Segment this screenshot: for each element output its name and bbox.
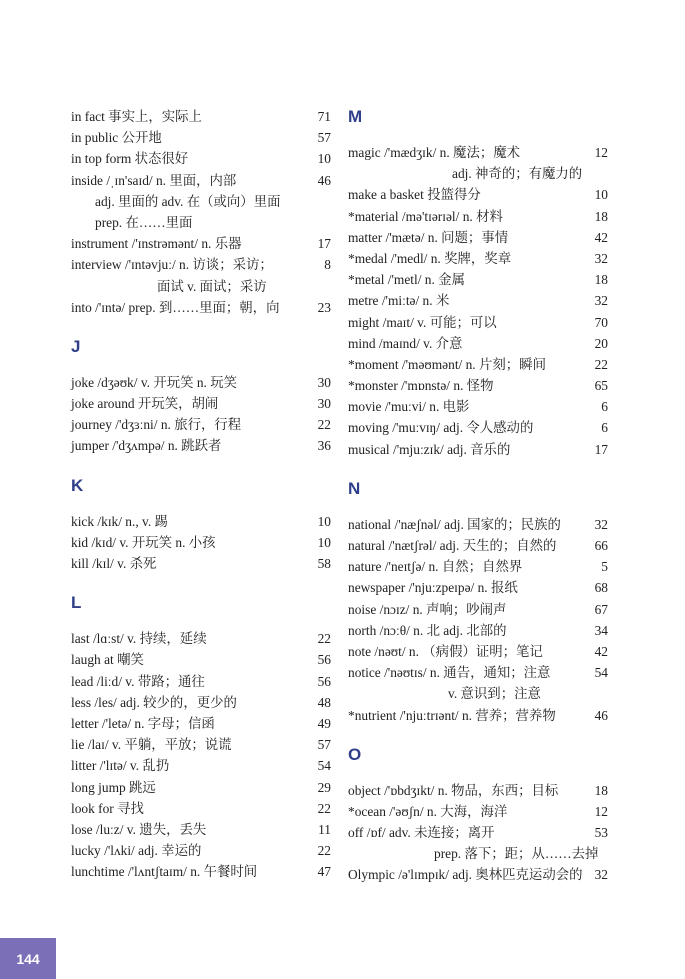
entry-page-number: 6 [601, 399, 608, 415]
glossary-entry [71, 628, 331, 649]
glossary-entry [348, 248, 608, 269]
entry-text: letter /'letə/ n. 字母；信函 [71, 715, 215, 731]
glossary-entry [348, 290, 608, 311]
glossary-entry [348, 780, 608, 801]
glossary-entry [71, 435, 331, 456]
entry-page-number: 53 [594, 825, 608, 841]
entry-page-number: 22 [594, 356, 608, 372]
entry-page-number: 32 [594, 293, 608, 309]
glossary-entry [348, 662, 608, 683]
section-head-o: O [348, 744, 362, 764]
glossary-entry [71, 777, 331, 798]
glossary-entry [71, 553, 331, 574]
section-head-n: N [348, 478, 361, 498]
glossary-entry [348, 641, 608, 662]
entry-text: noise /nɔɪz/ n. 声响；吵闹声 [348, 601, 507, 617]
glossary-entry [71, 233, 331, 254]
entry-page-number: 32 [594, 250, 608, 266]
entry-page-number: 18 [594, 272, 608, 288]
entry-page-number: 17 [317, 236, 331, 252]
entry-text: jumper /'dʒʌmpə/ n. 跳跃者 [71, 438, 222, 454]
entry-page-number: 22 [317, 800, 331, 816]
entry-page-number: 70 [594, 314, 608, 330]
entry-page-number: 22 [317, 843, 331, 859]
entry-text: national /'næʃnəl/ adj. 国家的；民族的 [348, 516, 561, 532]
entry-page-number: 57 [317, 737, 331, 753]
entry-text: *moment /'məʊmənt/ n. 片刻；瞬间 [348, 356, 546, 372]
entries-j [71, 372, 331, 457]
section-head-m: M [348, 107, 363, 126]
entry-text: magic /'mædʒɪk/ n. 魔法；魔术 [348, 145, 521, 160]
entry-page-number: 20 [594, 335, 608, 351]
glossary-entry [71, 393, 331, 414]
glossary-entry [348, 142, 608, 163]
glossary-entry [348, 227, 608, 248]
entry-text: *medal /'medl/ n. 奖牌，奖章 [348, 250, 512, 266]
glossary-entry [71, 713, 331, 734]
entry-text: joke /dʒəʊk/ v. 开玩笑 n. 玩笑 [71, 374, 238, 390]
entry-page-number: 10 [317, 534, 331, 550]
glossary-entry [348, 396, 608, 417]
entry-text: note /nəʊt/ n. （病假）证明；笔记 [348, 643, 543, 659]
entry-text: adj. 里面的 adv. 在（或向）里面 [95, 193, 281, 209]
entry-text: litter /'lɪtə/ v. 乱扔 [71, 758, 170, 774]
entry-text: Olympic /ə'lɪmpɪk/ adj. 奥林匹克运动会的 [348, 867, 583, 883]
entry-text: v. 意识到；注意 [448, 686, 541, 702]
glossary-entry [71, 170, 331, 191]
entry-page-number: 58 [317, 556, 331, 571]
entry-page-number: 67 [594, 601, 608, 617]
entry-page-number: 47 [317, 864, 331, 880]
entry-page-number: 42 [594, 643, 608, 659]
entry-text: less /les/ adj. 较少的，更少的 [71, 694, 237, 710]
glossary-entry [348, 514, 608, 535]
entry-text: notice /'nəʊtɪs/ n. 通告，通知；注意 [348, 665, 551, 681]
entry-text: *nutrient /'njuːtrɪənt/ n. 营养；营养物 [348, 707, 556, 723]
entry-text: in public 公开地 [71, 130, 162, 146]
entry-text: lose /luːz/ v. 遗失，丢失 [71, 821, 207, 837]
glossary-entry [348, 354, 608, 375]
glossary-entry [348, 705, 608, 726]
entries-i [71, 106, 331, 318]
entry-text: look for 寻找 [71, 800, 144, 816]
entry-text: instrument /'ɪnstrəmənt/ n. 乐器 [71, 236, 242, 252]
entry-page-number: 29 [317, 779, 331, 795]
glossary-entry [71, 106, 331, 127]
entry-text: kid /kɪd/ v. 开玩笑 n. 小孩 [71, 534, 216, 550]
glossary-entry [71, 671, 331, 692]
entry-text: kick /kɪk/ n., v. 踢 [71, 513, 168, 529]
glossary-entry [348, 439, 608, 460]
entry-text: *monster /'mɒnstə/ n. 怪物 [348, 378, 494, 394]
entry-page-number: 54 [594, 665, 608, 681]
entry-page-number: 56 [317, 652, 331, 668]
glossary-entry [348, 206, 608, 227]
glossary-entry [71, 127, 331, 148]
glossary-entry-continuation [71, 276, 331, 297]
entry-page-number: 23 [317, 299, 331, 315]
glossary-entry [71, 414, 331, 435]
glossary-entry [71, 532, 331, 553]
entry-page-number: 34 [594, 622, 608, 638]
entry-text: lucky /'lʌki/ adj. 幸运的 [71, 843, 202, 859]
entry-text: mind /maɪnd/ v. 介意 [348, 335, 463, 351]
glossary-entry [71, 511, 331, 532]
entry-page-number: 46 [594, 707, 608, 723]
entries-n [348, 514, 608, 726]
page-number-tab: 144 [0, 938, 56, 979]
entry-text: nature /'neɪtʃə/ n. 自然；自然界 [348, 559, 523, 575]
entry-text: joke around 开玩笑，胡闹 [71, 396, 219, 412]
section-head-l: L [71, 593, 82, 613]
entry-text: movie /'muːvi/ n. 电影 [348, 399, 470, 415]
entry-text: object /'ɒbdʒɪkt/ n. 物品，东西；目标 [348, 782, 559, 798]
glossary-entry [348, 556, 608, 577]
entry-page-number: 42 [594, 229, 608, 245]
entries-m [348, 142, 608, 460]
glossary-entry [348, 269, 608, 290]
entry-text: last /lɑːst/ v. 持续，延续 [71, 631, 207, 647]
entry-text: newspaper /'njuːzpeɪpə/ n. 报纸 [348, 580, 518, 596]
glossary-entry [71, 798, 331, 819]
entry-text: north /nɔːθ/ n. 北 adj. 北部的 [348, 622, 507, 638]
entry-text: might /maɪt/ v. 可能；可以 [348, 314, 497, 330]
entry-page-number: 8 [324, 257, 331, 273]
entry-text: prep. 落下；距；从……去掉 [434, 846, 599, 862]
entry-text: off /ɒf/ adv. 未连接；离开 [348, 825, 495, 841]
right-column [348, 106, 608, 886]
entry-text: *metal /'metl/ n. 金属 [348, 272, 465, 288]
entry-page-number: 22 [317, 417, 331, 433]
entry-text: in top form 状态很好 [71, 151, 189, 167]
entry-text: interview /'ɪntəvjuː/ n. 访谈；采访； [71, 257, 273, 273]
entry-page-number: 12 [594, 145, 608, 160]
entry-text: 面试 v. 面试；采访 [157, 278, 267, 294]
left-column [71, 106, 331, 882]
glossary-entry-continuation [71, 191, 331, 212]
entries-o [348, 780, 608, 886]
entry-page-number: 5 [601, 559, 608, 575]
glossary-entry-continuation [348, 163, 608, 184]
entry-text: in fact 事实上，实际上 [71, 109, 202, 124]
entry-page-number: 57 [317, 130, 331, 146]
glossary-entry [71, 755, 331, 776]
glossary-entry [348, 599, 608, 620]
entry-page-number: 36 [317, 438, 331, 454]
entry-page-number: 46 [317, 172, 331, 188]
glossary-entry [71, 372, 331, 393]
glossary-entry [348, 417, 608, 438]
entry-text: musical /'mjuːzɪk/ adj. 音乐的 [348, 441, 511, 457]
entry-text: metre /'miːtə/ n. 米 [348, 293, 450, 309]
entry-text: long jump 跳远 [71, 779, 156, 795]
entry-text: natural /'nætʃrəl/ adj. 天生的；自然的 [348, 538, 557, 553]
entry-page-number: 56 [317, 673, 331, 689]
glossary-entry [348, 620, 608, 641]
entry-text: lie /laɪ/ v. 平躺，平放；说谎 [71, 737, 232, 753]
entry-page-number: 66 [594, 538, 608, 553]
entry-text: lunchtime /'lʌntʃtaɪm/ n. 午餐时间 [71, 864, 258, 880]
entry-page-number: 32 [594, 516, 608, 532]
glossary-entry [71, 649, 331, 670]
glossary-entry [348, 822, 608, 843]
entry-page-number: 17 [594, 441, 608, 457]
entries-k [71, 511, 331, 575]
entry-text: lead /liːd/ v. 带路；通往 [71, 673, 205, 689]
entry-page-number: 10 [317, 513, 331, 529]
glossary-entry [71, 254, 331, 275]
glossary-entry [348, 312, 608, 333]
glossary-entry [348, 375, 608, 396]
entries-l [71, 628, 331, 882]
entry-page-number: 12 [594, 803, 608, 819]
section-head-k: K [71, 475, 84, 495]
entry-page-number: 65 [594, 378, 608, 394]
glossary-entry [71, 819, 331, 840]
glossary-entry [348, 801, 608, 822]
section-head-j: J [71, 336, 81, 356]
entry-page-number: 10 [594, 187, 608, 203]
entry-page-number: 68 [594, 580, 608, 596]
entry-text: laugh at 嘲笑 [71, 652, 144, 668]
entry-page-number: 18 [594, 208, 608, 224]
entry-page-number: 6 [601, 420, 608, 436]
entry-page-number: 10 [317, 151, 331, 167]
entry-text: inside /ˌɪn'saɪd/ n. 里面，内部 [71, 172, 237, 188]
entry-text: prep. 在……里面 [95, 214, 193, 230]
entry-text: matter /'mætə/ n. 问题；事情 [348, 229, 509, 245]
entry-text: *material /mə'tɪərɪəl/ n. 材料 [348, 208, 503, 224]
glossary-entry [71, 734, 331, 755]
glossary-entry [348, 535, 608, 556]
entry-page-number: 48 [317, 694, 331, 710]
glossary-entry [348, 864, 608, 885]
entry-text: moving /'muːvɪŋ/ adj. 令人感动的 [348, 420, 534, 436]
glossary-entry [348, 184, 608, 205]
entry-page-number: 22 [317, 631, 331, 647]
glossary-entry-continuation [348, 843, 608, 864]
entry-text: kill /kɪl/ v. 杀死 [71, 556, 157, 571]
entry-text: into /'ɪntə/ prep. 到……里面；朝，向 [71, 299, 280, 315]
glossary-entry-continuation [348, 683, 608, 704]
glossary-entry-continuation [71, 212, 331, 233]
entry-text: make a basket 投篮得分 [348, 187, 481, 203]
glossary-entry [71, 148, 331, 169]
glossary-entry [71, 840, 331, 861]
entry-page-number: 32 [594, 867, 608, 883]
entry-page-number: 54 [317, 758, 331, 774]
entry-text: *ocean /'əʊʃn/ n. 大海，海洋 [348, 803, 508, 819]
glossary-entry [71, 692, 331, 713]
entry-text: adj. 神奇的；有魔力的 [452, 166, 583, 182]
entry-page-number: 30 [317, 374, 331, 390]
entry-page-number: 30 [317, 396, 331, 412]
entry-page-number: 11 [318, 821, 331, 837]
glossary-entry [348, 333, 608, 354]
glossary-entry [71, 861, 331, 882]
entry-text: journey /'dʒɜːni/ n. 旅行，行程 [71, 417, 242, 433]
entry-page-number: 49 [317, 715, 331, 731]
glossary-entry [71, 297, 331, 318]
glossary-entry [348, 577, 608, 598]
entry-page-number: 71 [317, 109, 331, 124]
entry-page-number: 18 [594, 782, 608, 798]
